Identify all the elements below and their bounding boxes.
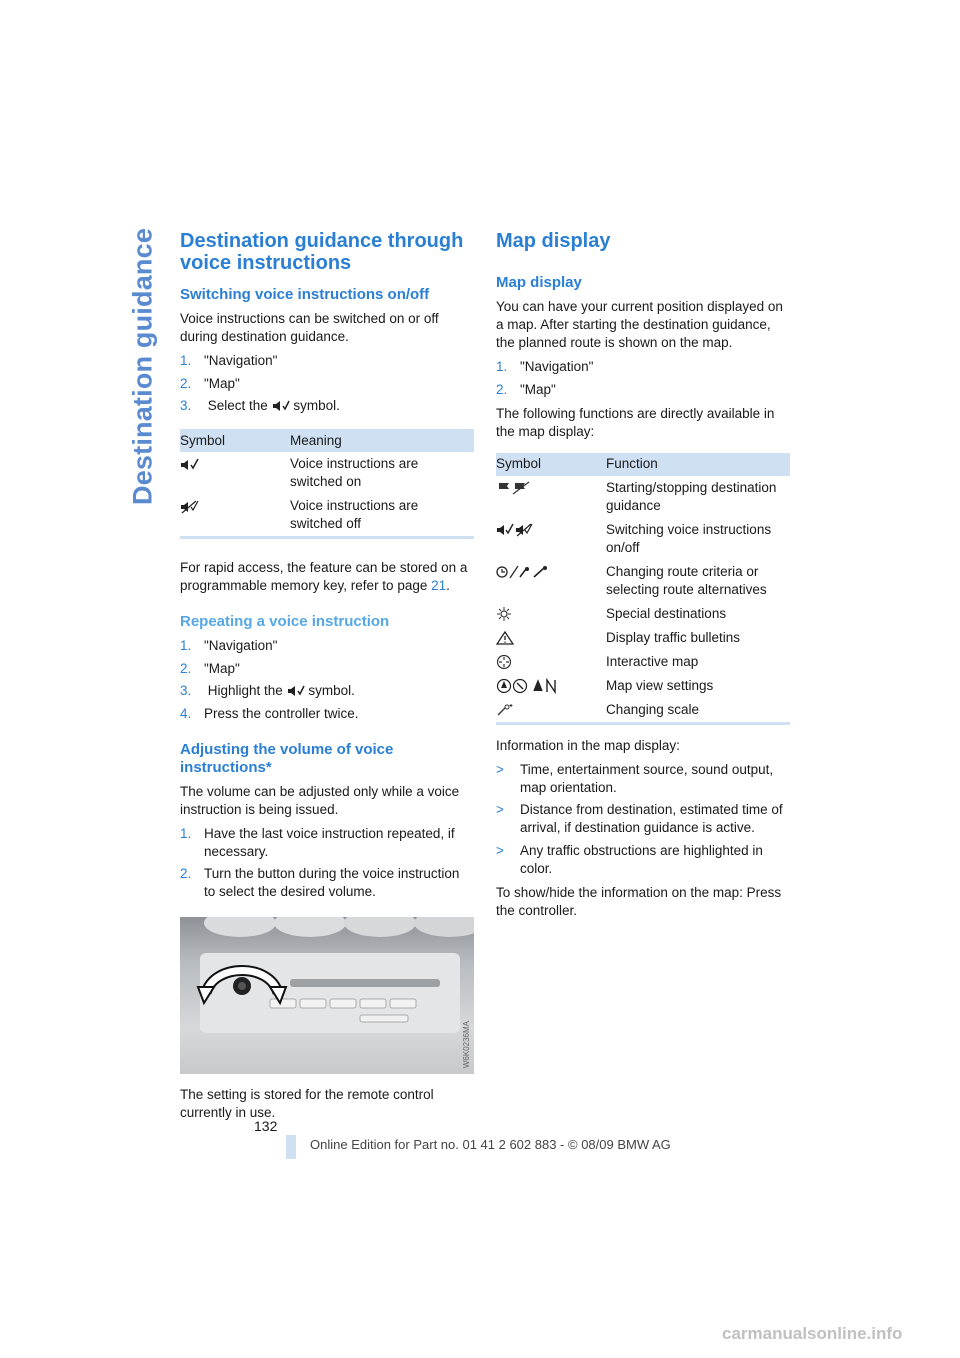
- steps-adjusting-volume: [180, 825, 474, 902]
- info-heading: Information in the map display:: [496, 737, 680, 753]
- voice-on-icon: [180, 452, 290, 494]
- step-item: 1. "Navigation": [496, 359, 594, 374]
- photo-code: W6K0236MA: [462, 1020, 471, 1068]
- volume-knob-photo: [180, 917, 474, 1074]
- table-row: Display traffic bulletins: [496, 626, 790, 650]
- step-item: 3. Select the symbol.: [180, 398, 340, 413]
- step-item: 3. Highlight the symbol.: [180, 683, 355, 698]
- interactive-map-icon: [496, 650, 606, 674]
- following-functions-text: The following functions are directly available in the map display:: [496, 405, 775, 439]
- table-header-symbol: Symbol: [180, 429, 290, 452]
- table-header-symbol: Symbol: [496, 453, 606, 476]
- footer-edition-text: Online Edition for Part no. 01 41 2 602 883 - © 08/09 BMW AG: [310, 1137, 671, 1152]
- heading-adjusting-volume: Adjusting the volume of voice instructions*: [180, 740, 394, 776]
- table-row: Starting/stopping destination guidance: [496, 476, 790, 518]
- heading-map-display: Map display: [496, 274, 582, 291]
- closing-right: To show/hide the information on the map: Press the controller.: [496, 884, 782, 918]
- step-item: 1. "Navigation": [180, 353, 278, 368]
- voice-off-icon: [180, 494, 290, 538]
- step-item: 2. "Map": [180, 660, 240, 676]
- watermark: carmanualsonline.info: [722, 1324, 903, 1343]
- table-header-meaning: Meaning: [290, 429, 474, 452]
- voice-symbol-table: [180, 429, 474, 539]
- table-row: Switching voice instructions on/off: [496, 518, 790, 560]
- route-criteria-icon: [496, 560, 606, 602]
- list-item: > Distance from destination, estimated time of arrival, if destination guidance is active.: [496, 802, 783, 835]
- voice-on-icon: [287, 683, 305, 698]
- map-view-icon: [496, 674, 606, 698]
- table-row: Voice instructions are switched off: [180, 494, 474, 538]
- step-item: 1. Have the last voice instruction repeated, if necessary.: [180, 825, 455, 859]
- intro-map-display: You can have your current position displayed on a map. After starting the destination guidance, the planned route is shown on the map.: [496, 299, 783, 350]
- map-symbol-table: [496, 453, 790, 725]
- heading-switching-voice: Switching voice instructions on/off: [180, 286, 430, 303]
- table-header-function: Function: [606, 453, 790, 476]
- section-title-map-display: Map display: [496, 230, 611, 252]
- intro-adjusting-volume: The volume can be adjusted only while a voice instruction is being issued.: [180, 783, 460, 817]
- side-chapter-title: Destination guidance: [127, 228, 158, 506]
- page-reference-link[interactable]: 21: [431, 578, 447, 593]
- footer-accent-bar: [286, 1135, 296, 1159]
- step-item: 2. "Map": [496, 381, 556, 397]
- step-item: 2. "Map": [180, 375, 240, 391]
- traffic-warning-icon: [496, 626, 606, 650]
- section-title-voice: Destination guidance through voice instructions: [180, 230, 464, 274]
- scale-icon: [496, 698, 606, 724]
- heading-repeating-voice: Repeating a voice instruction: [180, 613, 390, 630]
- special-destinations-icon: [496, 602, 606, 626]
- table-row: Voice instructions are switched on: [180, 452, 474, 494]
- list-item: > Any traffic obstructions are highlighted in color.: [496, 842, 763, 876]
- destination-flag-icon: [496, 476, 606, 518]
- list-item: > Time, entertainment source, sound output, map orientation.: [496, 761, 774, 795]
- table-row: Interactive map: [496, 650, 790, 674]
- dashboard-illustration: [180, 917, 474, 1074]
- step-item: 2. Turn the button during the voice instruction to select the desired volume.: [180, 866, 460, 899]
- step-item: 4. Press the controller twice.: [180, 705, 359, 721]
- table-row: Changing scale: [496, 698, 790, 724]
- right-column: [496, 230, 790, 926]
- step-item: 1. "Navigation": [180, 638, 278, 653]
- table-row: Special destinations: [496, 602, 790, 626]
- table-row: Changing route criteria or selecting route alternatives: [496, 560, 790, 602]
- left-column: [180, 230, 474, 1128]
- steps-switching-voice: [180, 352, 474, 415]
- page-number: 132: [254, 1118, 278, 1134]
- info-bullets: [496, 761, 790, 878]
- steps-repeating-voice: [180, 637, 474, 723]
- voice-toggle-icon: [496, 518, 606, 560]
- steps-map-display: [496, 358, 790, 399]
- table-row: Map view settings: [496, 674, 790, 698]
- rapid-access-text: For rapid access, the feature can be stored on a programmable memory key, refer to page 21.: [180, 560, 468, 593]
- closing-left: The setting is stored for the remote control currently in use.: [180, 1087, 434, 1120]
- intro-switching-voice: Voice instructions can be switched on or off during destination guidance.: [180, 311, 439, 344]
- voice-on-icon: [272, 398, 290, 413]
